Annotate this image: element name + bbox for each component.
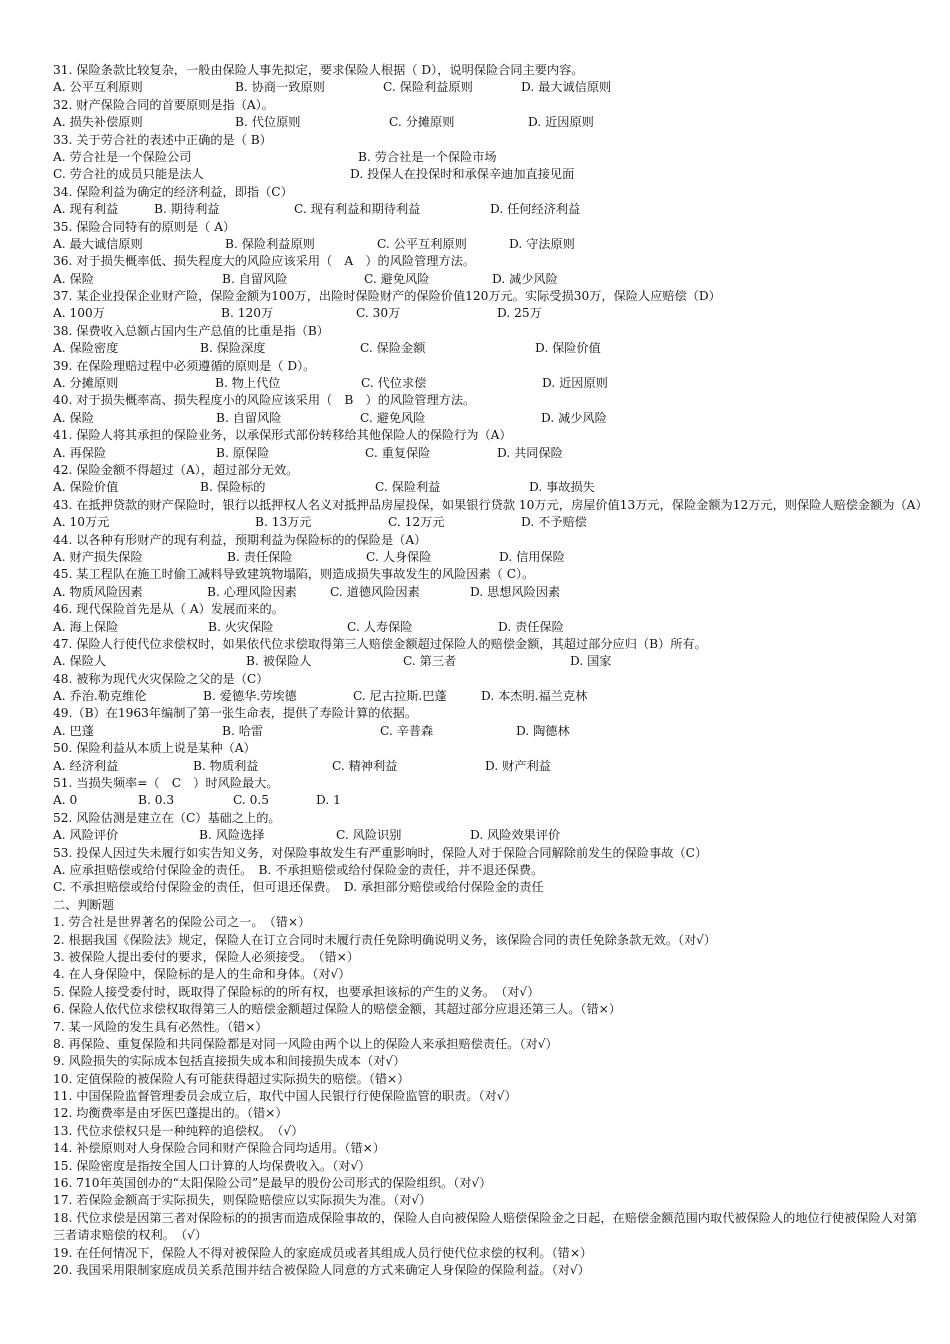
option-text: D. 国家	[570, 654, 612, 669]
option-text: C. 人身保险	[366, 549, 432, 564]
option-text: B. 物质利益	[193, 758, 259, 773]
options-line	[53, 271, 923, 288]
option-text: D. 信用保险	[499, 549, 565, 564]
question-text: 36. 对于损失概率低、损失程度大的风险应该采用（ A ）的风险管理方法。	[53, 254, 476, 269]
question-text: 52. 风险估测是建立在（C）基础之上的。	[53, 810, 281, 825]
options-line	[53, 201, 923, 218]
option-text: C. 尼古拉斯.巴蓬	[353, 689, 447, 704]
option-text: D. 保险价值	[535, 341, 601, 356]
question-text: 35. 保险合同特有的原则是（ A）	[53, 219, 236, 234]
options-line	[53, 114, 923, 131]
question-text: C. 不承担赔偿或给付保险金的责任，但可退还保费。 D. 承担部分赔偿或给付保险金的责任	[53, 880, 544, 895]
question-text: 34. 保险利益为确定的经济利益，即指（C）	[53, 184, 293, 199]
question-text: 9. 风险损失的实际成本包括直接损失成本和间接损失成本（对√）	[53, 1054, 406, 1069]
option-text: B. 0.3	[138, 793, 175, 808]
option-text: B. 自留风险	[216, 410, 282, 425]
options-line	[53, 653, 923, 670]
option-text: B. 责任保险	[227, 549, 293, 564]
options-line	[53, 514, 923, 531]
option-text: A. 损失补偿原则	[53, 115, 143, 130]
question-text: 8. 再保险、重复保险和共同保险都是对同一风险由两个以上的保险人来承担赔偿责任。（对√）	[53, 1036, 558, 1051]
option-text: B. 协商一致原则	[235, 80, 325, 95]
option-text: C. 代位求偿	[361, 376, 427, 391]
option-text: D. 守法原则	[509, 236, 575, 251]
option-text: D. 25万	[497, 306, 542, 321]
option-text: C. 辛普森	[380, 723, 434, 738]
option-text: A. 100万	[53, 306, 105, 321]
option-text: A. 财产损失保险	[53, 549, 143, 564]
question-text-wrapped: 18. 代位求偿是因第三者对保险标的的损害而造成保险事故的，保险人自向被保险人赔偿保险金之日起，在赔偿金额范围内取代被保险人的地位行使被保险人对第三者请求赔偿的权利。 （√）	[53, 1210, 918, 1243]
options-line	[53, 723, 923, 740]
option-text: D. 1	[316, 793, 341, 808]
option-text: C. 风险识别	[336, 828, 402, 843]
question-text: 49.（B）在1963年编制了第一张生命表，提供了寿险计算的依据。	[53, 706, 418, 721]
option-text: A. 乔治.勒克维伦	[53, 689, 147, 704]
options-line	[53, 758, 923, 775]
question-text: 32. 财产保险合同的首要原则是指（A）。	[53, 97, 274, 112]
option-text: C. 12万元	[388, 515, 445, 530]
question-text: 40. 对于损失概率高、损失程度小的风险应该采用（ B ）的风险管理方法。	[53, 393, 476, 408]
question-text: 47. 保险人行使代位求偿权时，如果依代位求偿取得第三人赔偿金额超过保险人的赔偿金额，其超过部分应归（B）所有。	[53, 636, 707, 651]
option-text: D. 不予赔偿	[521, 515, 587, 530]
option-text: B. 保险深度	[200, 341, 266, 356]
option-text: D. 责任保险	[498, 619, 564, 634]
question-text: 11. 中国保险监督管理委员会成立后，取代中国人民银行行使保险监管的职责。（对√）	[53, 1089, 517, 1104]
option-text: B. 火灾保险	[208, 619, 274, 634]
option-text: A. 经济利益	[53, 758, 119, 773]
option-text: B. 被保险人	[246, 654, 312, 669]
option-text: A. 保险价值	[53, 480, 119, 495]
options-line	[53, 445, 923, 462]
option-text: A. 分摊原则	[53, 376, 119, 391]
question-text: 1. 劳合社是世界著名的保险公司之一。 （错×）	[53, 915, 311, 930]
options-line	[53, 166, 923, 183]
option-text: C. 人寿保险	[347, 619, 413, 634]
option-text: C. 道德风险因素	[330, 584, 420, 599]
option-text: A. 保险	[53, 271, 94, 286]
option-text: A. 保险密度	[53, 341, 119, 356]
question-text: A. 应承担赔偿或给付保险金的责任。 B. 不承担赔偿或给付保险金的责任，并不退还保费。	[53, 862, 544, 877]
question-text: 37. 某企业投保企业财产险，保险金额为100万，出险时保险财产的保险价值120万元。实际受损30万，保险人应赔偿（D）	[53, 289, 721, 304]
question-text: 42. 保险金额不得超过（A），超过部分无效。	[53, 462, 299, 477]
question-text: 12. 均衡费率是由牙医巴蓬提出的。（错×）	[53, 1106, 288, 1121]
option-text: D. 财产利益	[485, 758, 551, 773]
option-text: C. 重复保险	[365, 445, 431, 460]
question-text: 二、判断题	[53, 897, 114, 912]
option-text: B. 代位原则	[235, 115, 301, 130]
question-text: 4. 在人身保险中，保险标的是人的生命和身体。（对√）	[53, 967, 351, 982]
question-text: 53. 投保人因过失未履行如实告知义务，对保险事故发生有严重影响时，保险人对于保险合同解除前发生的保险事故（C）	[53, 845, 708, 860]
question-text: 3. 被保险人提出委付的要求，保险人必须接受。 （错×）	[53, 949, 360, 964]
option-text: C. 保险金额	[360, 341, 426, 356]
option-text: A. 物质风险因素	[53, 584, 143, 599]
option-text: B. 心理风险因素	[207, 584, 297, 599]
options-line	[53, 79, 923, 96]
question-text: 2. 根据我国《保险法》规定，保险人在订立合同时未履行责任免除明确说明义务，该保险合同的责任免除条款无效。（对√）	[53, 932, 717, 947]
option-text: A. 再保险	[53, 445, 107, 460]
option-text: D. 事故损失	[529, 480, 595, 495]
option-text: A. 最大诚信原则	[53, 236, 143, 251]
option-text: B. 风险选择	[199, 828, 265, 843]
option-text: D. 近因原则	[528, 115, 594, 130]
question-text: 19. 在任何情况下，保险人不得对被保险人的家庭成员或者其组成人员行使代位求偿的权利。（错×）	[53, 1245, 593, 1260]
question-text: 7. 某一风险的发生具有必然性。（错×）	[53, 1019, 268, 1034]
options-line	[53, 584, 923, 601]
options-line	[53, 375, 923, 392]
option-text: B. 劳合社是一个保险市场	[358, 149, 497, 164]
question-text: 44. 以各种有形财产的现有利益，预期利益为保险标的的保险是（A）	[53, 532, 427, 547]
option-text: C. 分摊原则	[389, 115, 455, 130]
option-text: B. 13万元	[255, 515, 312, 530]
options-line	[53, 827, 923, 844]
question-text: 45. 某工程队在施工时偷工减料导致建筑物塌陷，则造成损失事故发生的风险因素（ C）。	[53, 567, 535, 582]
option-text: D. 共同保险	[497, 445, 563, 460]
options-line	[53, 619, 923, 636]
option-text: C. 保险利益	[375, 480, 441, 495]
options-line	[53, 149, 923, 166]
option-text: D. 投保人在投保时和承保辛迪加直接见面	[350, 167, 575, 182]
option-text: A. 保险	[53, 410, 94, 425]
option-text: D. 风险效果评价	[470, 828, 561, 843]
question-text: 46. 现代保险首先是从（ A）发展而来的。	[53, 602, 284, 617]
options-line	[53, 305, 923, 322]
question-text: 5. 保险人接受委付时，既取得了保险标的的所有权，也要承担该标的产生的义务。 （对√）	[53, 984, 540, 999]
option-text: D. 近因原则	[542, 376, 608, 391]
question-text: 38. 保费收入总额占国内生产总值的比重是指（B）	[53, 323, 329, 338]
question-text: 39. 在保险理赔过程中必须遵循的原则是（ D）。	[53, 358, 316, 373]
options-line	[53, 236, 923, 253]
question-text: 6. 保险人依代位求偿权取得第三人的赔偿金额超过保险人的赔偿金额，其超过部分应退还第三人。（错×）	[53, 1002, 622, 1017]
option-text: C. 第三者	[403, 654, 457, 669]
question-text: 16. 710年英国创办的“太阳保险公司”是最早的股份公司形式的保险组织。（对√）	[53, 1176, 492, 1191]
option-text: D. 任何经济利益	[490, 202, 581, 217]
option-text: A. 0	[53, 793, 78, 808]
document-body	[53, 62, 928, 1279]
option-text: B. 期待利益	[154, 202, 220, 217]
option-text: C. 30万	[356, 306, 401, 321]
option-text: D. 减少风险	[492, 271, 558, 286]
option-text: B. 120万	[221, 306, 274, 321]
option-text: D. 思想风险因素	[470, 584, 561, 599]
options-line	[53, 688, 923, 705]
question-text: 20. 我国采用限制家庭成员关系范围并结合被保险人同意的方式来确定人身保险的保险利益。（对√）	[53, 1263, 590, 1277]
option-text: A. 保险人	[53, 654, 107, 669]
option-text: C. 现有利益和期待利益	[294, 202, 421, 217]
option-text: B. 哈雷	[222, 723, 264, 738]
question-text: 31. 保险条款比较复杂，一般由保险人事先拟定，要求保险人根据（ D），说明保险合同主要内容。	[53, 63, 584, 77]
question-text: 10. 定值保险的被保险人有可能获得超过实际损失的赔偿。（错×）	[53, 1071, 410, 1086]
question-text: 51. 当损失频率=（ C ）时风险最大。	[53, 776, 279, 791]
option-text: A. 劳合社是一个保险公司	[53, 149, 192, 164]
option-text: B. 保险标的	[200, 480, 266, 495]
option-text: A. 公平互利原则	[53, 80, 143, 95]
option-text: D. 最大诚信原则	[521, 80, 612, 95]
option-text: A. 风险评价	[53, 828, 119, 843]
question-text: 50. 保险利益从本质上说是某种（A）	[53, 741, 256, 756]
question-text: 48. 被称为现代火灾保险之父的是（C）	[53, 671, 269, 686]
option-text: B. 原保险	[216, 445, 270, 460]
question-text-wrapped: 43. 在抵押贷款的财产保险时，银行以抵押权人名义对抵押品房屋投保，如果银行贷款 10万元，房屋价值13万元，保险金额为12万元，则保险人赔偿金额为（A）	[53, 497, 928, 512]
option-text: C. 0.5	[233, 793, 270, 808]
option-text: A. 海上保险	[53, 619, 119, 634]
option-text: D. 减少风险	[541, 410, 607, 425]
option-text: D. 陶德林	[516, 723, 570, 738]
option-text: B. 自留风险	[222, 271, 288, 286]
option-text: D. 本杰明.福兰克林	[481, 689, 588, 704]
option-text: C. 保险利益原则	[383, 80, 473, 95]
options-line	[53, 410, 923, 427]
option-text: A. 现有利益	[53, 202, 119, 217]
question-text: 33. 关于劳合社的表述中正确的是（ B）	[53, 132, 272, 147]
question-text: 14. 补偿原则对人身保险合同和财产保险合同均适用。（错×）	[53, 1141, 386, 1156]
option-text: B. 保险利益原则	[225, 236, 315, 251]
options-line	[53, 792, 923, 809]
question-text: 15. 保险密度是指按全国人口计算的人均保费收入。（对√）	[53, 1158, 371, 1173]
option-text: C. 避免风险	[364, 271, 430, 286]
options-line	[53, 479, 923, 496]
option-text: B. 物上代位	[215, 376, 281, 391]
option-text: C. 劳合社的成员只能是法人	[53, 167, 204, 182]
question-text: 41. 保险人将其承担的保险业务，以承保形式部份转移给其他保险人的保险行为（A）	[53, 428, 512, 443]
option-text: A. 10万元	[53, 515, 110, 530]
options-line	[53, 549, 923, 566]
question-text: 17. 若保险金额高于实际损失，则保险赔偿应以实际损失为准。（对√）	[53, 1193, 432, 1208]
options-line	[53, 340, 923, 357]
option-text: B. 爱德华.劳埃德	[203, 689, 297, 704]
option-text: C. 公平互利原则	[377, 236, 467, 251]
question-text: 13. 代位求偿权只是一种纯粹的追偿权。 （√）	[53, 1123, 304, 1138]
option-text: A. 巴蓬	[53, 723, 94, 738]
option-text: C. 精神利益	[332, 758, 398, 773]
option-text: C. 避免风险	[360, 410, 426, 425]
